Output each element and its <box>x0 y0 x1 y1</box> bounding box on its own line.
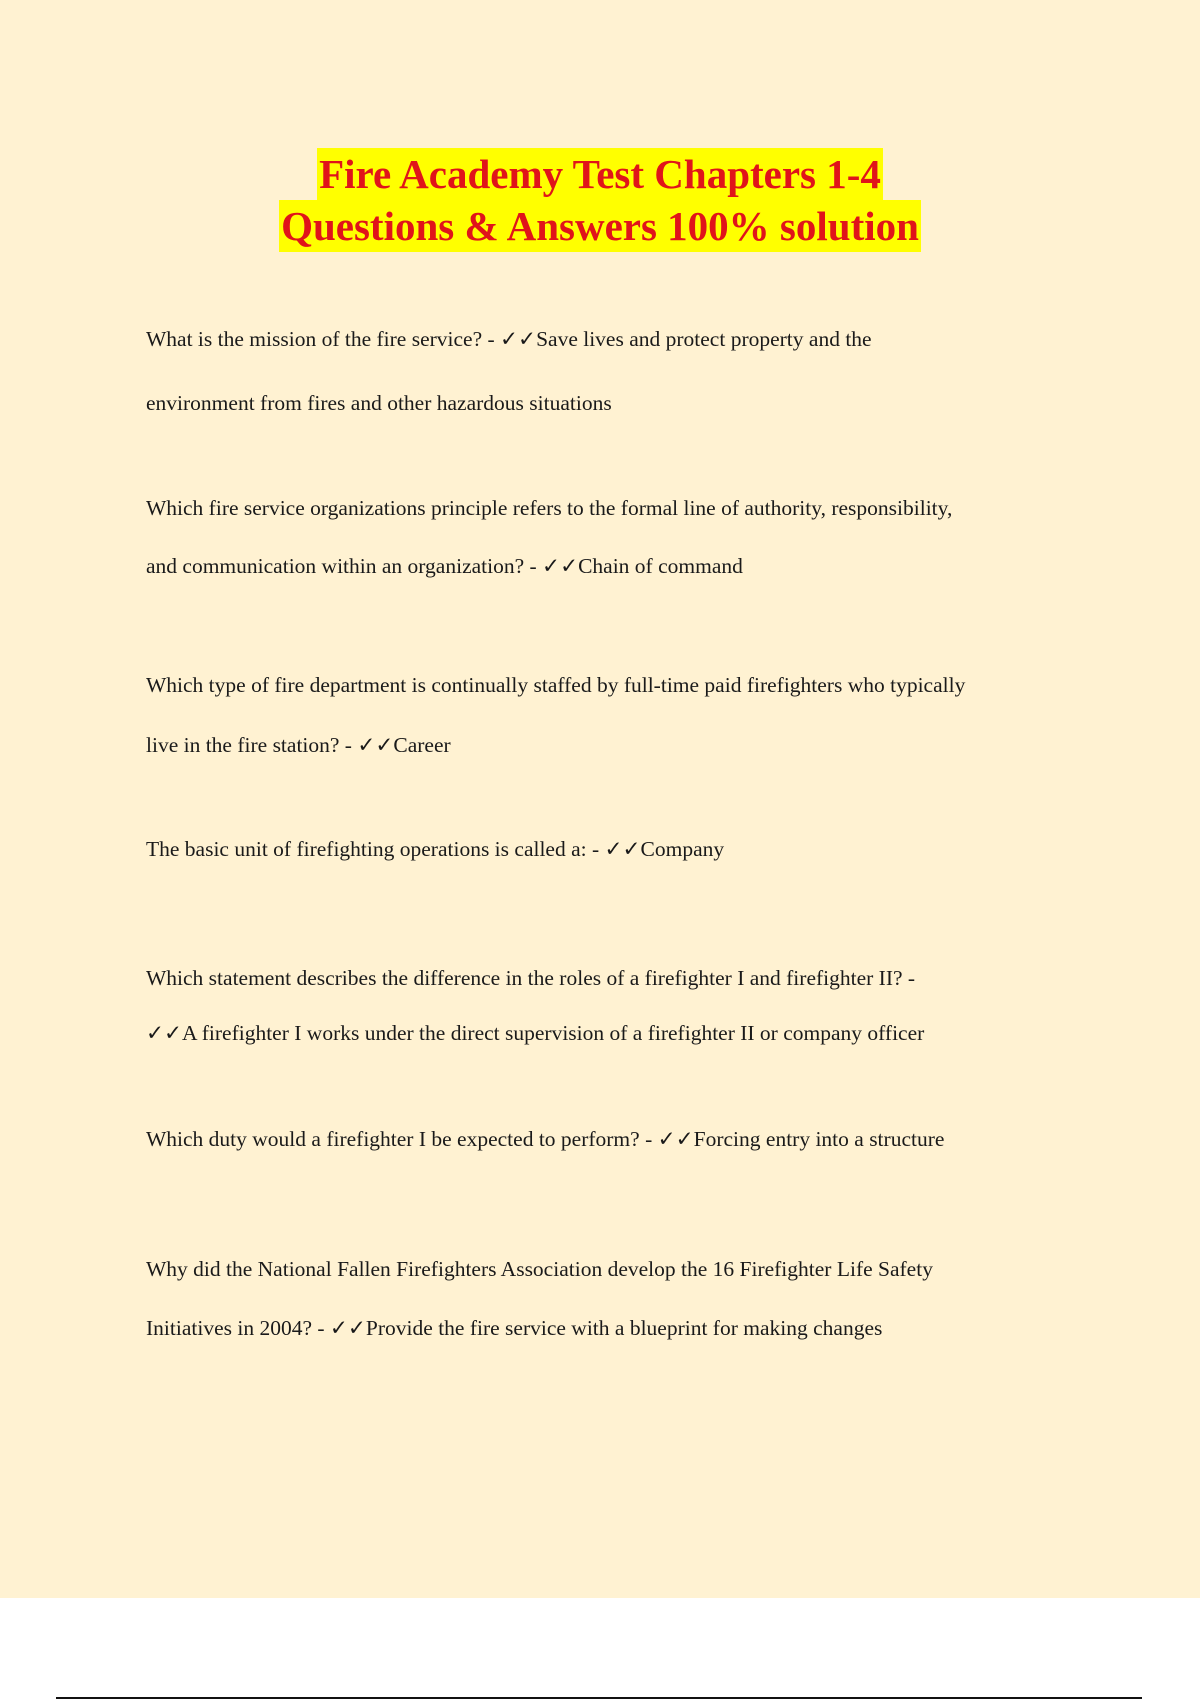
qa-item-4 <box>146 834 1076 864</box>
title-line-1: Fire Academy Test Chapters 1-4 <box>317 148 883 200</box>
qa-item-1-line-1: What is the mission of the fire service? - ✓✓Save lives and protect property and the <box>146 327 872 351</box>
qa-item-4-line-1: The basic unit of firefighting operations is called a: - ✓✓Company <box>146 837 725 861</box>
document-title <box>0 148 1200 252</box>
qa-item-7-line-2: Initiatives in 2004? - ✓✓Provide the fire service with a blueprint for making changes <box>146 1316 883 1340</box>
qa-item-2 <box>146 479 1076 595</box>
qa-item-6-line-1: Which duty would a firefighter I be expected to perform? - ✓✓Forcing entry into a structure <box>146 1127 945 1151</box>
qa-item-5-line-1: Which statement describes the difference in the roles of a firefighter I and firefighter II? - <box>146 966 916 990</box>
qa-item-2-line-2: and communication within an organization? - ✓✓Chain of command <box>146 554 743 578</box>
qa-item-6 <box>146 1124 1076 1154</box>
qa-item-1 <box>146 307 1076 435</box>
qa-item-2-line-1: Which fire service organizations principle refers to the formal line of authority, responsibility, <box>146 496 953 520</box>
qa-item-3 <box>146 655 1076 775</box>
footer-divider <box>56 1697 1142 1699</box>
qa-item-5 <box>146 951 1076 1061</box>
qa-item-7 <box>146 1240 1076 1358</box>
qa-item-7-line-1: Why did the National Fallen Firefighters Association develop the 16 Firefighter Life Safety <box>146 1257 933 1281</box>
qa-item-1-line-2: environment from fires and other hazardous situations <box>146 391 612 415</box>
qa-item-5-line-2: ✓✓A firefighter I works under the direct supervision of a firefighter II or company officer <box>146 1021 925 1045</box>
title-line-2: Questions & Answers 100% solution <box>279 200 921 252</box>
qa-item-3-line-2: live in the fire station? - ✓✓Career <box>146 733 451 757</box>
qa-item-3-line-1: Which type of fire department is continually staffed by full-time paid firefighters who typically <box>146 673 966 697</box>
